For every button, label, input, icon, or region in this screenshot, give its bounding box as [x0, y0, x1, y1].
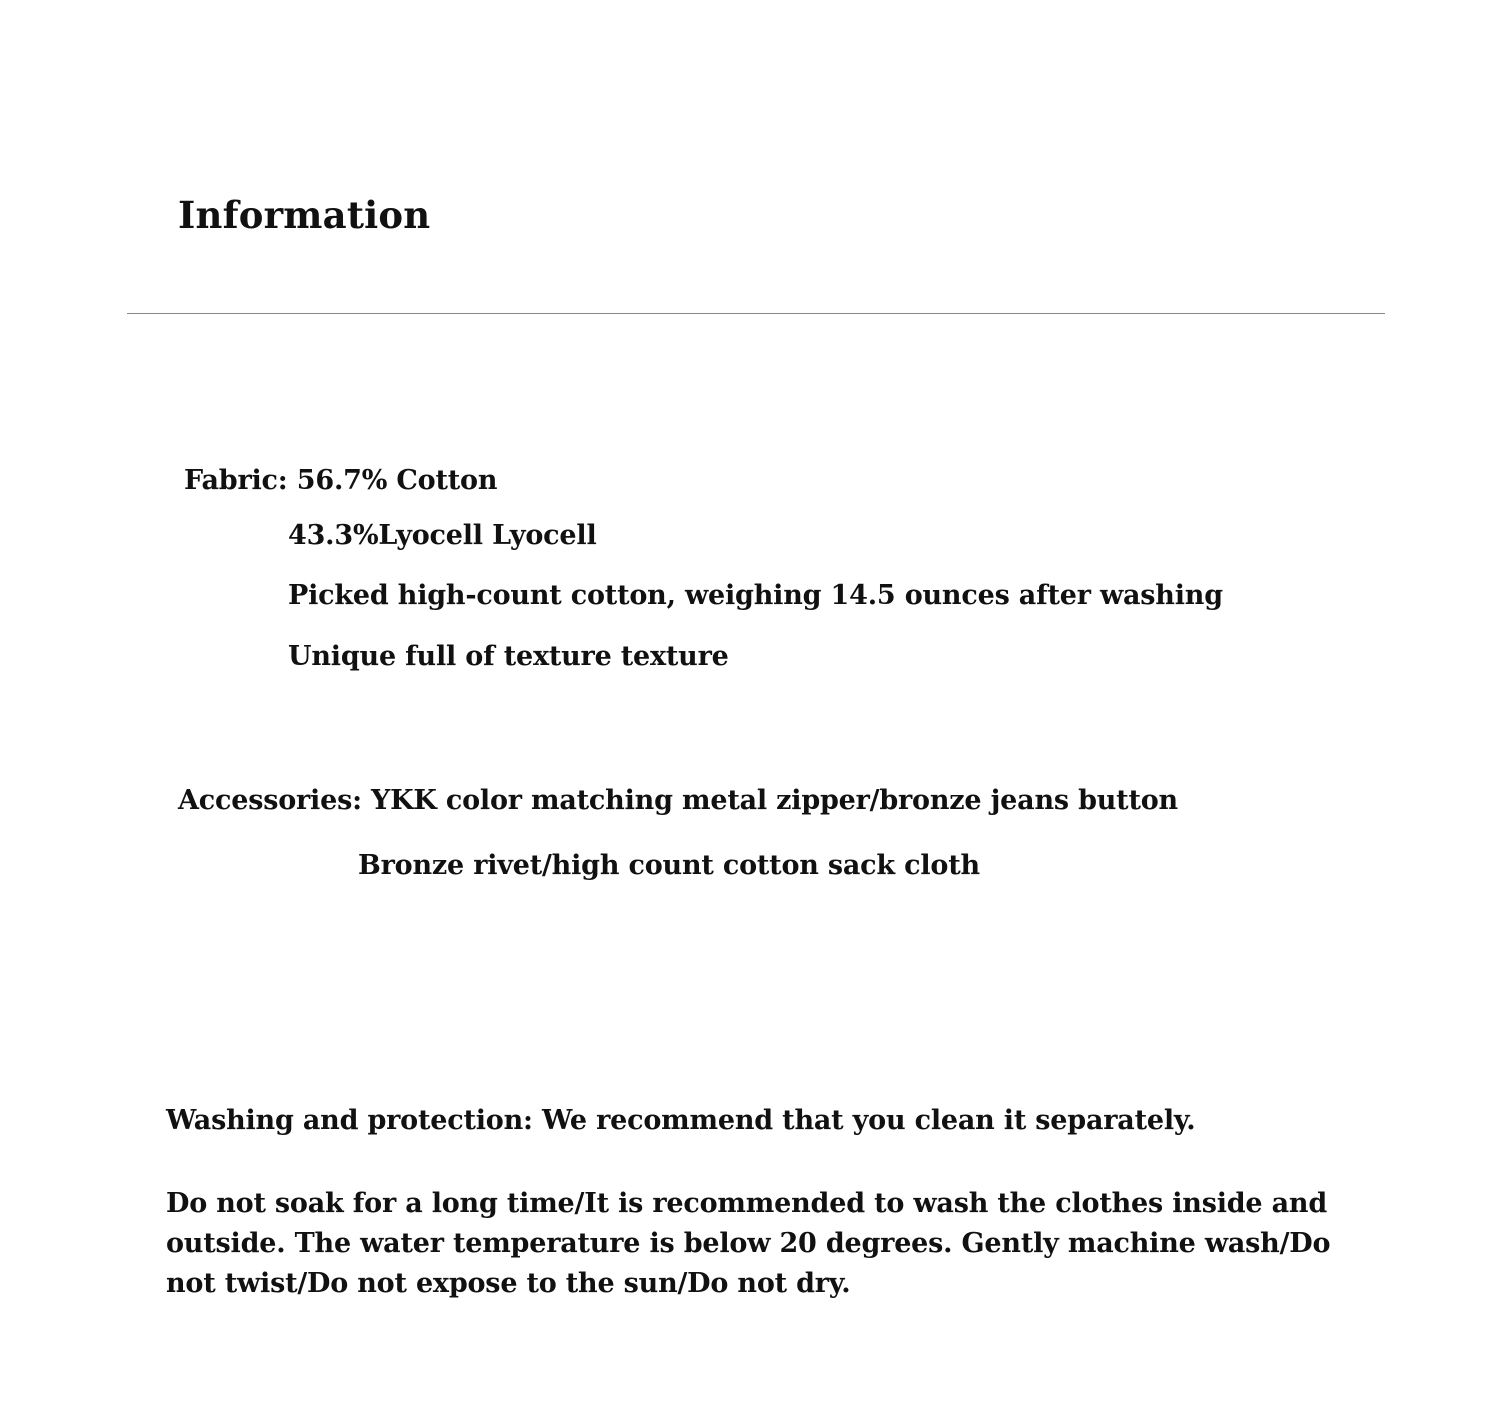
title-divider — [127, 313, 1385, 314]
washing-heading: Washing and protection: We recommend that you clean it separately. — [166, 1105, 1196, 1136]
accessories-line-1 — [178, 785, 1178, 816]
fabric-label: Fabric: — [184, 465, 297, 496]
accessories-zipper-button: YKK color matching metal zipper/bronze jeans button — [371, 785, 1178, 816]
fabric-texture-note: Unique full of texture texture — [288, 641, 729, 672]
fabric-composition-cotton: 56.7% Cotton — [296, 465, 498, 496]
washing-instructions: Do not soak for a long time/It is recommended to wash the clothes inside and outside. The water temperature is below 20 degrees. Gently machine wash/Do not twist/Do not expose to the sun/Do not dry. — [166, 1188, 1331, 1299]
accessories-rivet-cloth: Bronze rivet/high count cotton sack cloth — [358, 850, 980, 881]
fabric-line-1 — [184, 465, 497, 496]
accessories-label: Accessories: — [178, 785, 372, 816]
fabric-weight-note: Picked high-count cotton, weighing 14.5 ounces after washing — [288, 580, 1223, 611]
page-title: Information — [178, 193, 431, 237]
fabric-composition-lyocell: 43.3%Lyocell Lyocell — [288, 520, 597, 551]
